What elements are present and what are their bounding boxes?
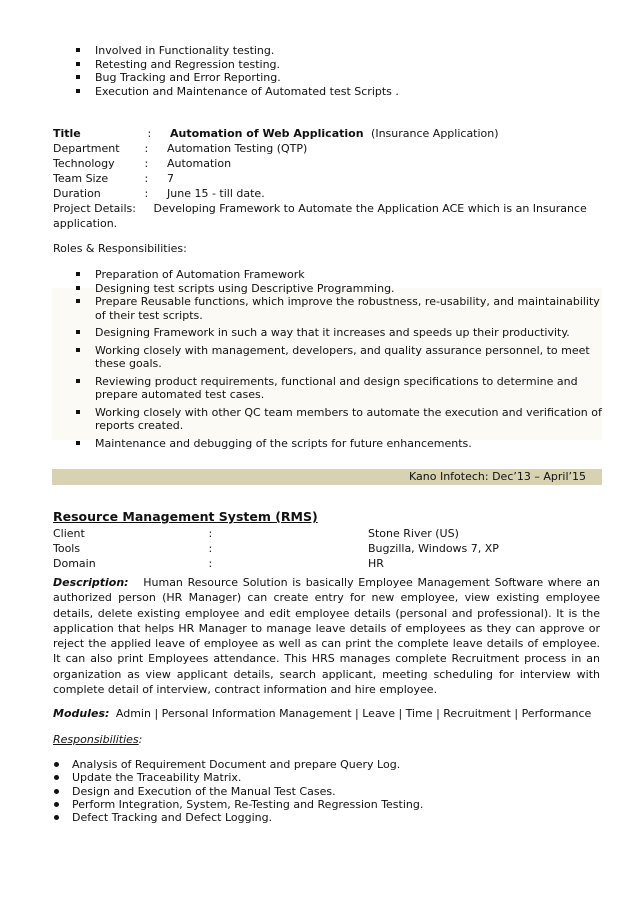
field-row <box>53 142 307 156</box>
field-row <box>53 172 174 186</box>
field-value: June 15 - till date. <box>167 187 265 200</box>
roles-list <box>53 268 603 450</box>
responsibilities-colon: : <box>138 733 143 746</box>
list-item: Involved in Functionality testing. <box>53 44 603 58</box>
list-item: Working closely with management, developers, and quality assurance personnel, to meet these goals. <box>53 344 603 371</box>
list-item: Bug Tracking and Error Reporting. <box>53 71 603 85</box>
list-item: Working closely with other QC team members to automate the execution and verification of reports created. <box>53 406 603 433</box>
field-row <box>53 527 459 541</box>
project-title-rms: Resource Management System (RMS) <box>53 509 318 524</box>
field-row <box>53 187 265 201</box>
list-item: Designing test scripts using Descriptive Programming. <box>53 282 603 296</box>
list-item: Analysis of Requirement Document and prepare Query Log. <box>53 758 423 771</box>
field-value: Stone River (US) <box>368 527 459 540</box>
separator: : <box>208 527 213 540</box>
field-label: Department <box>53 142 120 155</box>
modules-text: Admin | Personal Information Management | Leave | Time | Recruitment | Performance <box>115 707 592 720</box>
field-label: Technology <box>53 157 115 170</box>
field-row <box>53 557 384 571</box>
modules-row <box>53 707 591 721</box>
project-description <box>53 575 600 697</box>
responsibilities-heading <box>53 733 142 747</box>
responsibilities-label: Responsibilities <box>53 733 139 746</box>
list-item: Retesting and Regression testing. <box>53 58 603 72</box>
field-value: Automation Testing (QTP) <box>167 142 308 155</box>
description-text: Human Resource Solution is basically Employee Management Software where an authorized person (HR Manager) can create entry for new employee, view existing employee details, delete existing employee and edit employee details (personal and professional). It is the application that helps HR Manager to manage leave details of employees as they can approve or reject the applied leave of employee as well as can print the complete leave details of employee. It can also print Employees attendance. This HRS manages complete Recruitment process in an organization as view applicant details, search applicant, meeting scheduling for interview with complete detail of interview, contract information and hire employee. <box>53 576 600 697</box>
field-label: Client <box>53 527 85 540</box>
field-label: Tools <box>53 542 81 555</box>
project-details-row <box>53 202 587 216</box>
modules-label: Modules: <box>53 707 110 720</box>
field-value: 7 <box>167 172 174 185</box>
list-item: Designing Framework in such a way that it increases and speeds up their productivity. <box>53 326 603 340</box>
project-title-suffix: (Insurance Application) <box>371 127 499 140</box>
list-item: Defect Tracking and Defect Logging. <box>53 811 423 824</box>
list-item: Perform Integration, System, Re-Testing and Regression Testing. <box>53 798 423 811</box>
list-item: Design and Execution of the Manual Test Cases. <box>53 785 423 798</box>
field-value: Automation <box>167 157 232 170</box>
field-value: HR <box>368 557 384 570</box>
employer-bar: Kano Infotech: Dec’13 – April’15 <box>52 469 602 485</box>
field-row <box>53 542 499 556</box>
roles-heading: Roles & Responsibilities: <box>53 242 187 255</box>
responsibilities-list <box>53 758 423 824</box>
field-label: Domain <box>53 557 96 570</box>
project-title-row <box>53 127 499 141</box>
separator: : <box>144 157 149 170</box>
field-label: Duration <box>53 187 101 200</box>
top-bullet-list <box>53 44 603 98</box>
list-item: Update the Traceability Matrix. <box>53 771 423 784</box>
list-item: Reviewing product requirements, functional and design specifications to determine and prepare automated test cases. <box>53 375 603 402</box>
separator: : <box>144 172 149 185</box>
field-row <box>53 157 231 171</box>
project-details-text: Developing Framework to Automate the Application ACE which is an Insurance <box>153 202 587 215</box>
separator: : <box>208 542 213 555</box>
project-title: Automation of Web Application <box>170 127 364 140</box>
separator: : <box>144 142 149 155</box>
list-item: Maintenance and debugging of the scripts for future enhancements. <box>53 437 603 451</box>
list-item: Preparation of Automation Framework <box>53 268 603 282</box>
field-label: Team Size <box>53 172 109 185</box>
title-label: Title <box>53 127 81 140</box>
separator: : <box>144 187 149 200</box>
field-value: Bugzilla, Windows 7, XP <box>368 542 499 555</box>
list-item: Execution and Maintenance of Automated test Scripts . <box>53 85 603 99</box>
separator: : <box>147 127 152 140</box>
description-label: Description: <box>53 576 129 589</box>
list-item: Prepare Reusable functions, which improve the robustness, re-usability, and maintainability of their test scripts. <box>53 295 603 322</box>
separator: : <box>208 557 213 570</box>
project-details-label: Project Details: <box>53 202 136 215</box>
project-details-continuation: application. <box>53 217 118 230</box>
